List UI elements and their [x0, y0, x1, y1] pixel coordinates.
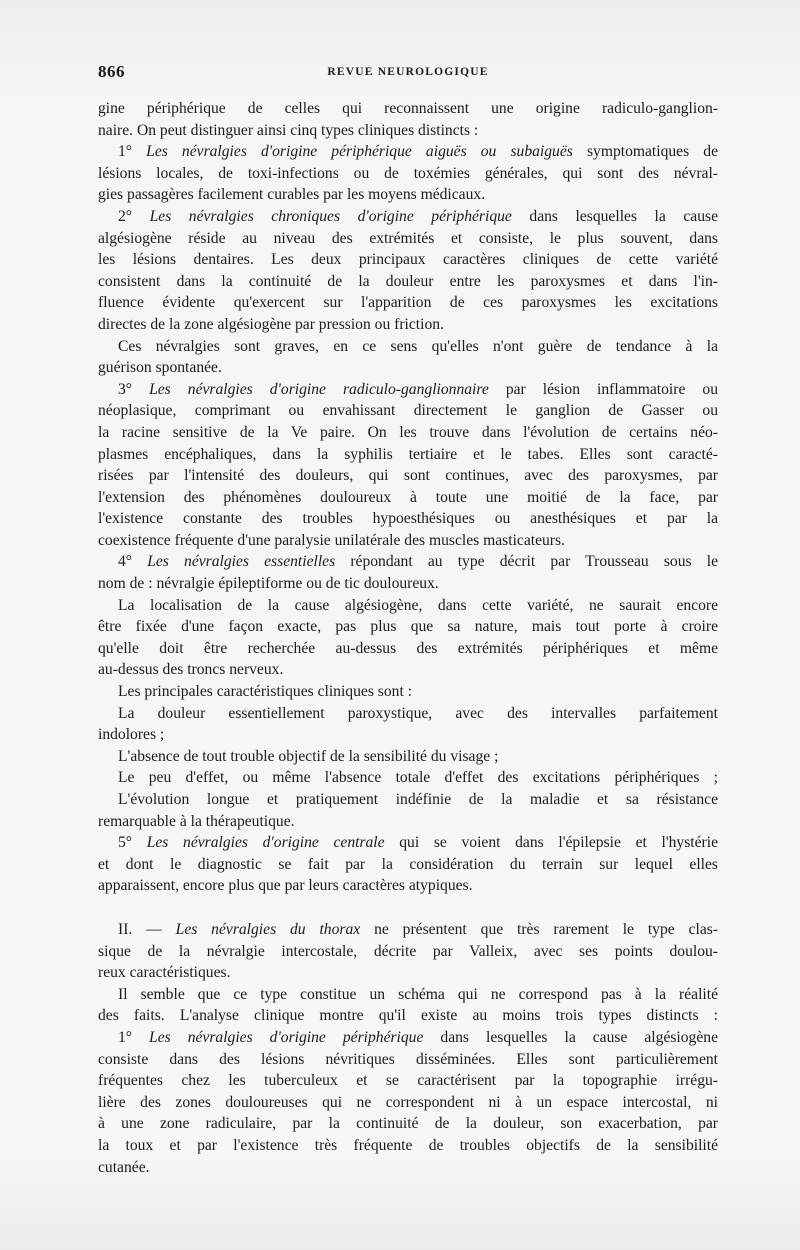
text-line	[98, 314, 718, 336]
line-text: remarquable à la thérapeutique.	[98, 812, 295, 830]
text-line	[98, 1027, 718, 1049]
line-text: apparaissent, encore plus que par leurs caractères atypiques.	[98, 877, 473, 895]
line-text: qu'elle doit être recherchée au-dessus des extrémités périphériques et même	[98, 639, 718, 657]
line-text: symptomatiques de	[586, 143, 718, 161]
line-text: L'évolution longue et pratiquement indéfinie de la maladie et sa résistance	[118, 791, 718, 808]
item-number: II. —	[118, 920, 176, 938]
italic-heading: Les névralgies d'origine périphérique	[149, 1028, 424, 1046]
line-text: directes de la zone algésiogène par pression ou friction.	[98, 315, 444, 333]
line-text: reux caractéristiques.	[98, 964, 231, 982]
text-line	[98, 1135, 718, 1157]
line-text: lière des zones douloureuses qui ne correspondent ni à un espace intercostal, ni	[98, 1093, 718, 1111]
text-line	[98, 249, 718, 271]
text-line	[98, 163, 718, 185]
text-line	[98, 681, 718, 703]
text-line	[98, 984, 718, 1006]
text-line	[98, 228, 718, 250]
line-text: dans lesquelles la cause algésiogène	[440, 1028, 718, 1046]
line-text: la toux et par l'existence très fréquente de troubles objectifs de la sensibilité	[98, 1136, 718, 1154]
text-line	[98, 357, 718, 379]
line-text: indolores ;	[98, 726, 165, 744]
text-line	[98, 919, 718, 941]
page-header	[98, 62, 718, 86]
italic-heading: Les névralgies essentielles	[147, 553, 336, 571]
line-text: gine périphérique de celles qui reconnaissent une origine radiculo-ganglion-	[98, 100, 718, 117]
italic-heading: Les névralgies d'origine radiculo-ganglionnaire	[149, 380, 489, 398]
line-text: dans lesquelles la cause	[529, 207, 718, 225]
text-line	[98, 724, 718, 746]
italic-heading: Les névralgies d'origine périphérique aiguës ou subaiguës	[146, 143, 573, 161]
line-text: consistent dans la continuité de la douleur entre les paroxysmes et dans l'in-	[98, 272, 718, 290]
line-text: L'absence de tout trouble objectif de la sensibilité du visage ;	[118, 747, 499, 765]
line-text: ne présentent que très rarement le type clas-	[374, 920, 718, 938]
line-text: néoplasique, comprimant ou envahissant directement le ganglion de Gasser ou	[98, 402, 718, 420]
line-text: la racine sensitive de la Ve paire. On les trouve dans l'évolution de certains néo-	[98, 423, 718, 441]
text-line	[98, 422, 718, 444]
line-text: des faits. L'analyse clinique montre qu'il existe au moins trois types distincts :	[98, 1007, 718, 1025]
text-line	[98, 98, 718, 120]
text-line	[98, 767, 718, 789]
line-text: risées par l'intensité des douleurs, qui sont continues, avec des paroxysmes, par	[98, 467, 718, 485]
line-text: lésions locales, de toxi-infections ou de toxémies générales, qui sont des névral-	[98, 164, 718, 182]
line-text: consiste dans des lésions névritiques disséminées. Elles sont particulièrement	[98, 1050, 718, 1068]
text-line	[98, 292, 718, 314]
line-text: au-dessus des troncs nerveux.	[98, 661, 284, 679]
text-line	[98, 659, 718, 681]
line-text: Le peu d'effet, ou même l'absence totale d'effet des excitations périphériques ;	[118, 769, 718, 787]
page-number: 866	[98, 62, 125, 81]
text-line	[98, 1070, 718, 1092]
line-text: sique de la névralgie intercostale, décrite par Valleix, avec ses points doulou-	[98, 942, 718, 960]
line-text: coexistence fréquente d'une paralysie unilatérale des muscles masticateurs.	[98, 531, 565, 549]
italic-heading: Les névralgies du thorax	[175, 920, 361, 938]
line-text: par lésion inflammatoire ou	[505, 380, 719, 398]
running-title: REVUE NEUROLOGIQUE	[327, 66, 489, 78]
text-line	[98, 1005, 718, 1027]
text-line	[98, 508, 718, 530]
text-line	[98, 1113, 718, 1135]
text-line	[98, 465, 718, 487]
line-text: Il semble que ce type constitue un schéma qui ne correspond pas à la réalité	[118, 985, 718, 1003]
text-line	[98, 120, 718, 142]
text-line	[98, 875, 718, 897]
text-line	[98, 854, 718, 876]
line-text: l'extension des phénomènes douloureux à toute une moitié de la face, par	[98, 488, 718, 506]
text-line	[98, 551, 718, 573]
item-number: 2°	[118, 207, 150, 225]
line-text: fluence évidente qu'exercent sur l'apparition de ces paroxysmes les excitations	[98, 294, 718, 312]
text-line	[98, 616, 718, 638]
line-text: les lésions dentaires. Les deux principaux caractères cliniques de cette variété	[98, 251, 718, 269]
line-text: l'existence constante des troubles hypoesthésiques ou anesthésiques et par la	[98, 510, 718, 528]
text-line	[98, 206, 718, 228]
item-number: 3°	[118, 380, 150, 398]
text-line	[98, 444, 718, 466]
line-text: qui se voient dans l'épilepsie et l'hystérie	[399, 834, 718, 852]
text-line	[98, 789, 718, 811]
text-line	[98, 530, 718, 552]
text-line	[98, 811, 718, 833]
line-text: naire. On peut distinguer ainsi cinq types cliniques distincts :	[98, 121, 479, 139]
line-text: répondant au type décrit par Trousseau sous le	[350, 553, 719, 571]
text-line	[98, 1092, 718, 1114]
line-text: fréquentes chez les tuberculeux et se caractérisent par la topographie irrégu-	[98, 1072, 718, 1090]
italic-heading: Les névralgies d'origine centrale	[146, 834, 385, 852]
line-text: Les principales caractéristiques cliniques sont :	[118, 683, 413, 701]
text-line	[98, 832, 718, 854]
text-line	[98, 271, 718, 293]
line-text: cutanée.	[98, 1158, 150, 1176]
text-line	[98, 487, 718, 509]
line-text: guérison spontanée.	[98, 359, 222, 377]
text-line	[98, 1157, 718, 1179]
text-line	[98, 941, 718, 963]
line-text: algésiogène réside au niveau des extrémités et consiste, le plus souvent, dans	[98, 229, 718, 247]
text-line	[98, 638, 718, 660]
line-text: à une zone radiculaire, par la continuité de la douleur, son exacerbation, par	[98, 1115, 718, 1133]
item-number: 1°	[118, 143, 147, 161]
text-line	[98, 573, 718, 595]
section-gap	[98, 897, 718, 919]
body-text	[98, 98, 718, 1178]
text-line	[98, 1049, 718, 1071]
text-line	[98, 595, 718, 617]
text-line	[98, 379, 718, 401]
text-line	[98, 400, 718, 422]
line-text: La douleur essentiellement paroxystique, avec des intervalles parfaitement	[118, 704, 718, 722]
text-line	[98, 336, 718, 358]
text-line	[98, 962, 718, 984]
line-text: gies passagères facilement curables par les moyens médicaux.	[98, 186, 486, 204]
item-number: 1°	[118, 1028, 150, 1046]
line-text: La localisation de la cause algésiogène, dans cette variété, ne saurait encore	[118, 596, 718, 614]
line-text: et dont le diagnostic se fait par la considération du terrain sur lequel elles	[98, 855, 718, 873]
text-line	[98, 703, 718, 725]
line-text: nom de : névralgie épileptiforme ou de tic douloureux.	[98, 575, 439, 593]
item-number: 5°	[118, 834, 147, 852]
text-line	[98, 184, 718, 206]
line-text: plasmes encéphaliques, dans la syphilis tertiaire et le tabes. Elles sont caracté-	[98, 445, 718, 463]
item-number: 4°	[118, 553, 148, 571]
italic-heading: Les névralgies chroniques d'origine périphérique	[149, 207, 512, 225]
line-text: être fixée d'une façon exacte, pas plus que sa nature, mais tout porte à croire	[98, 618, 718, 636]
text-line	[98, 141, 718, 163]
text-line	[98, 746, 718, 768]
line-text: Ces névralgies sont graves, en ce sens qu'elles n'ont guère de tendance à la	[118, 337, 718, 355]
